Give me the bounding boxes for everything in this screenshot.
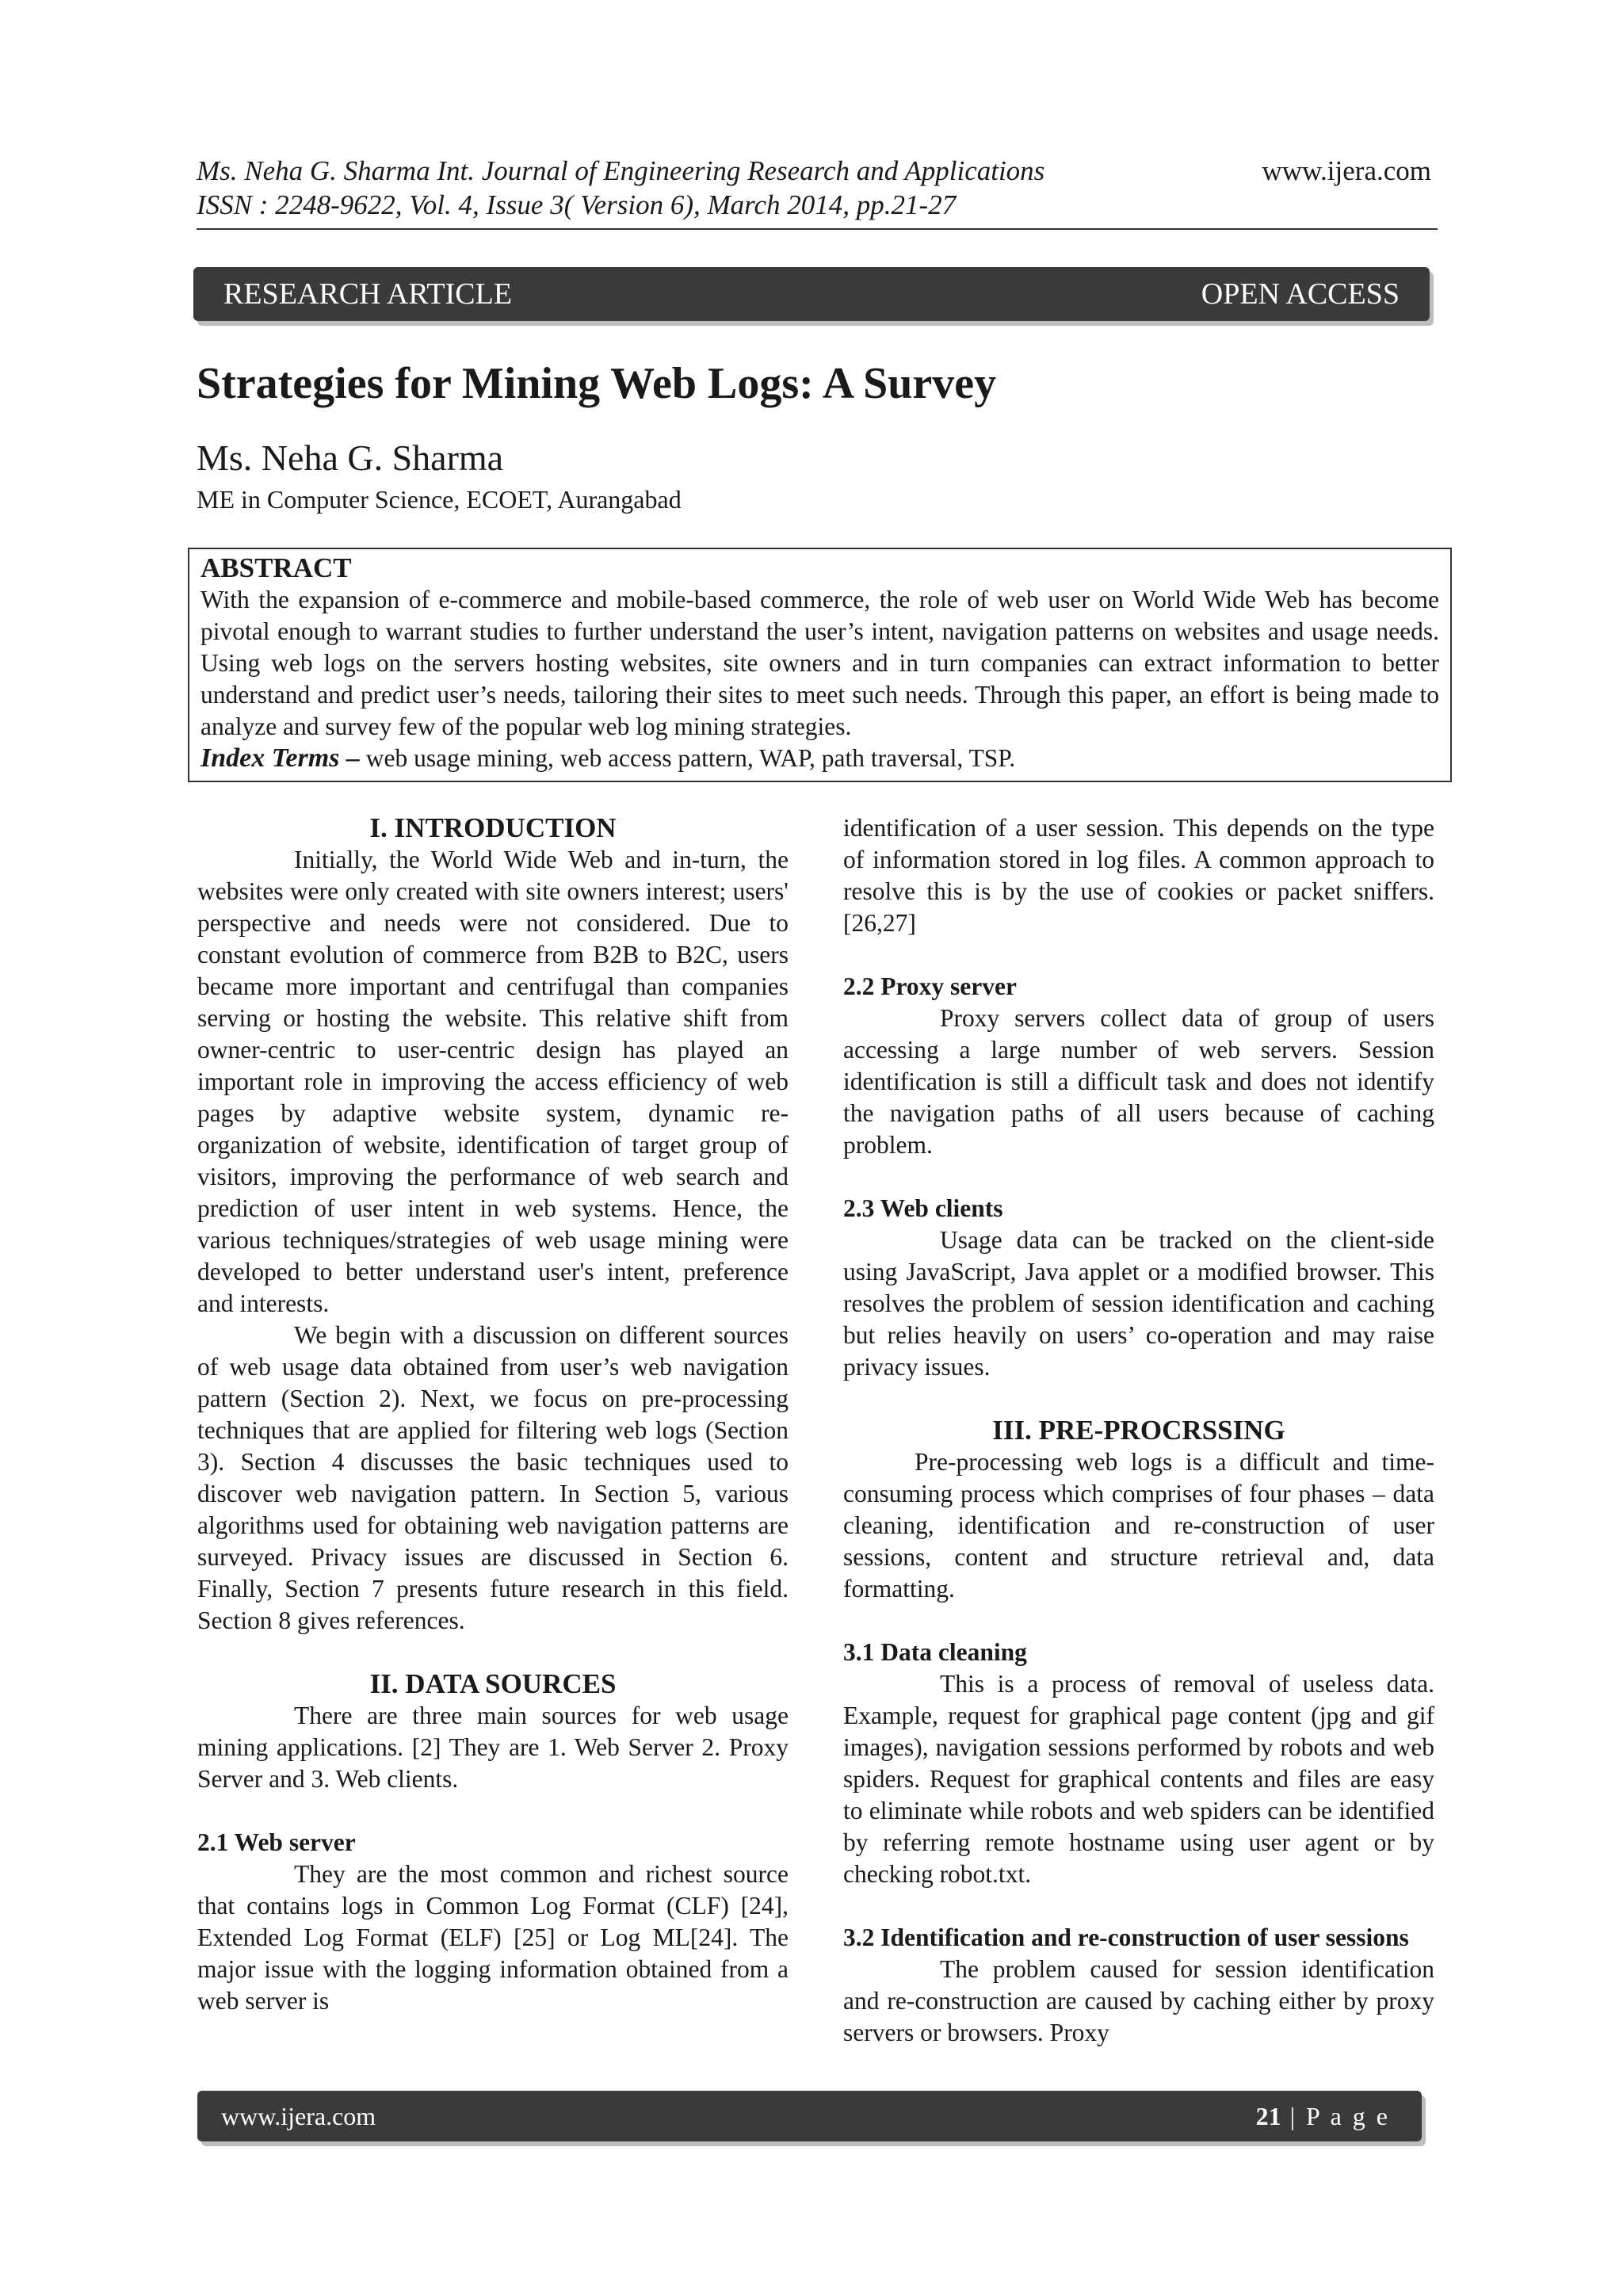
index-terms-label: Index Terms –	[200, 743, 360, 773]
running-header	[197, 154, 1438, 222]
proxy-server-paragraph: Proxy servers collect data of group of users accessing a large number of web servers. Session identification is still a difficult task and does not identify the navigation paths of all users because of caching problem.	[843, 1004, 1434, 1159]
journal-url-link[interactable]: www.ijera.com	[1262, 155, 1431, 186]
abstract-heading: ABSTRACT	[200, 552, 352, 583]
index-terms	[200, 743, 1439, 774]
section-heading-data-sources: II. DATA SOURCES	[369, 1668, 617, 1699]
subsection-heading-proxy-server: 2.2 Proxy server	[843, 972, 1017, 1000]
page-number: 21	[1255, 2102, 1281, 2130]
article-type-banner	[193, 267, 1430, 321]
data-sources-paragraph: There are three main sources for web usage mining applications. [2] They are 1. Web Server 2. Proxy Server and 3. Web clients.	[197, 1702, 789, 1793]
index-terms-text: web usage mining, web access pattern, WAP, path traversal, TSP.	[359, 744, 1016, 772]
web-server-paragraph: They are the most common and richest source that contains logs in Common Log Format (CLF) [24], Extended Log Format (ELF) [25] or Log ML[24]. The major issue with the logging information obtained from a web server is	[197, 1860, 789, 2015]
intro-paragraph-2: We begin with a discussion on different sources of web usage data obtained from user’s web navigation pattern (Section 2). Next, we focus on pre-processing techniques that are applied for filtering web logs (Section 3). Section 4 discusses the basic techniques used to discover web navigation pattern. In Section 5, various algorithms used for obtaining web navigation patterns are surveyed. Privacy issues are discussed in Section 6. Finally, Section 7 presents future research in this field. Section 8 gives references.	[197, 1321, 789, 1634]
page-indicator	[1256, 2091, 1390, 2141]
header-rule	[197, 228, 1438, 230]
author-affiliation: ME in Computer Science, ECOET, Aurangabad	[197, 485, 682, 514]
author-name: Ms. Neha G. Sharma	[197, 437, 504, 478]
page-footer	[197, 2091, 1422, 2141]
page-label: | P a g e	[1281, 2102, 1390, 2130]
right-column	[843, 812, 1434, 2088]
journal-line: Ms. Neha G. Sharma Int. Journal of Engineering Research and Applications	[197, 155, 1045, 186]
subsection-heading-web-server: 2.1 Web server	[197, 1828, 356, 1856]
web-clients-paragraph: Usage data can be tracked on the client-side using JavaScript, Java applet or a modified browser. This resolves the problem of session identification and caching but relies heavily on users’ co-operation and may raise privacy issues.	[843, 1226, 1434, 1381]
subsection-heading-session-identification: 3.2 Identification and re-construction of user sessions	[843, 1924, 1409, 1951]
section-heading-introduction: I. INTRODUCTION	[369, 812, 617, 843]
pre-processing-paragraph: Pre-processing web logs is a difficult and time-consuming process which comprises of four phases – data cleaning, identification and re-construction of user sessions, content and structure retrieval and, data formatting.	[843, 1448, 1434, 1603]
intro-paragraph-1: Initially, the World Wide Web and in-turn, the websites were only created with site owners interest; users' perspective and needs were not considered. Due to constant evolution of commerce from B2B to B2C, users became more important and centrifugal than companies serving or hosting the website. This relative shift from owner-centric to user-centric design has played an important role in improving the access efficiency of web pages by adaptive website system, dynamic re-organization of website, identification of target group of visitors, improving the performance of web search and prediction of user intent in web systems. Hence, the various techniques/strategies of web usage mining were developed to better understand user's intent, preference and interests.	[197, 846, 789, 1317]
abstract-box	[188, 548, 1452, 782]
paper-title: Strategies for Mining Web Logs: A Survey	[197, 359, 997, 408]
subsection-heading-data-cleaning: 3.1 Data cleaning	[843, 1638, 1027, 1666]
open-access-label: OPEN ACCESS	[1201, 277, 1400, 311]
session-identification-paragraph: The problem caused for session identification and re-construction are caused by caching either by proxy servers or browsers. Proxy	[843, 1955, 1434, 2046]
section-heading-pre-processing: III. PRE-PROCRSSING	[992, 1415, 1285, 1446]
footer-url-link[interactable]: www.ijera.com	[221, 2102, 376, 2130]
abstract-text: With the expansion of e-commerce and mobile-based commerce, the role of web user on World Wide Web has become pivotal enough to warrant studies to further understand the user’s intent, navigation patterns on websites and usage needs. Using web logs on the servers hosting websites, site owners and in turn companies can extract information to better understand and predict user’s needs, tailoring their sites to meet such needs. Through this paper, an effort is being made to analyze and survey few of the popular web log mining strategies.	[200, 586, 1439, 740]
research-article-label: RESEARCH ARTICLE	[223, 277, 513, 311]
web-server-paragraph-continued: identification of a user session. This depends on the type of information stored in log files. A common approach to resolve this is by the use of cookies or packet sniffers.[26,27]	[843, 814, 1434, 937]
subsection-heading-web-clients: 2.3 Web clients	[843, 1194, 1003, 1222]
data-cleaning-paragraph: This is a process of removal of useless data. Example, request for graphical page content (jpg and gif images), navigation sessions performed by robots and web spiders. Request for graphical contents and files are easy to eliminate while robots and web spiders can be identified by referring remote hostname using user agent or by checking robot.txt.	[843, 1670, 1434, 1888]
left-column	[197, 812, 789, 2088]
issn-line: ISSN : 2248-9622, Vol. 4, Issue 3( Version 6), March 2014, pp.21-27	[197, 189, 957, 220]
